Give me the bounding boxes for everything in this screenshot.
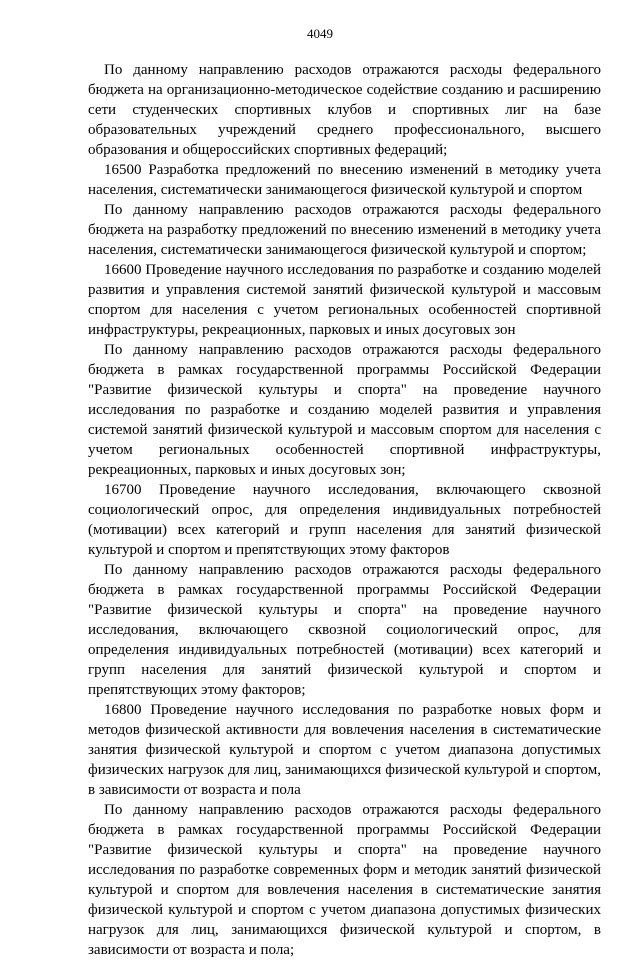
paragraph-16600-description: По данному направлению расходов отражаются расходы федерального бюджета в рамках государственной программы Российской Федерации "Развитие физической культуры и спорта" на проведение научного исследования по разработке и созданию моделей развития и управления системой занятий физической культурой и массовым спортом для населения с учетом региональных особенностей спортивной инфраструктуры, рекреационных, парковых и иных досуговых зон; <box>88 342 601 478</box>
paragraph-16700-heading: 16700 Проведение научного исследования, включающего сквозной социологический опрос, для определения индивидуальных потребностей (мотивации) всех категорий и групп населения для занятий физической культурой и спортом и препятствующих этому факторов <box>88 482 601 558</box>
paragraph-16800-description: По данному направлению расходов отражаются расходы федерального бюджета в рамках государственной программы Российской Федерации "Развитие физической культуры и спорта" на проведение научного исследования по разработке современных форм и методик занятий физической культурой и спортом для вовлечения населения в систематические занятия физической культурой и спортом с учетом диапазона допустимых физических нагрузок для лиц, занимающихся физической культурой и спортом, в зависимости от возраста и пола; <box>88 802 601 958</box>
page-number: 4049 <box>307 26 333 41</box>
paragraph-16600-heading: 16600 Проведение научного исследования по разработке и созданию моделей развития и управления системой занятий физической культурой и массовым спортом для населения с учетом региональных особенностей спортивной инфраструктуры, рекреационных, парковых и иных досуговых зон <box>88 262 601 338</box>
paragraph-16500-description: По данному направлению расходов отражаются расходы федерального бюджета на разработку предложений по внесению изменений в методику учета населения, систематически занимающегося физической культурой и спортом; <box>88 202 601 258</box>
paragraph-16500-heading: 16500 Разработка предложений по внесению изменений в методику учета населения, систематически занимающегося физической культурой и спортом <box>88 162 601 198</box>
paragraph-16800-heading: 16800 Проведение научного исследования по разработке новых форм и методов физической активности для вовлечения населения в систематические занятия физической культурой и спортом с учетом диапазона допустимых физических нагрузок для лиц, занимающихся физической культурой и спортом, в зависимости от возраста и пола <box>88 702 601 798</box>
paragraph-clubs-description: По данному направлению расходов отражаются расходы федерального бюджета на организационно-методическое содействие созданию и расширению сети студенческих спортивных клубов и спортивных лиг на базе образовательных учреждений среднего профессионального, высшего образования и общероссийских спортивных федераций; <box>88 62 601 158</box>
paragraph-16700-description: По данному направлению расходов отражаются расходы федерального бюджета в рамках государственной программы Российской Федерации "Развитие физической культуры и спорта" на проведение научного исследования, включающего сквозной социологический опрос, для определения индивидуальных потребностей (мотивации) всех категорий и групп населения для занятий физической культурой и спортом и препятствующих этому факторов; <box>88 562 601 698</box>
document-body <box>88 60 601 960</box>
